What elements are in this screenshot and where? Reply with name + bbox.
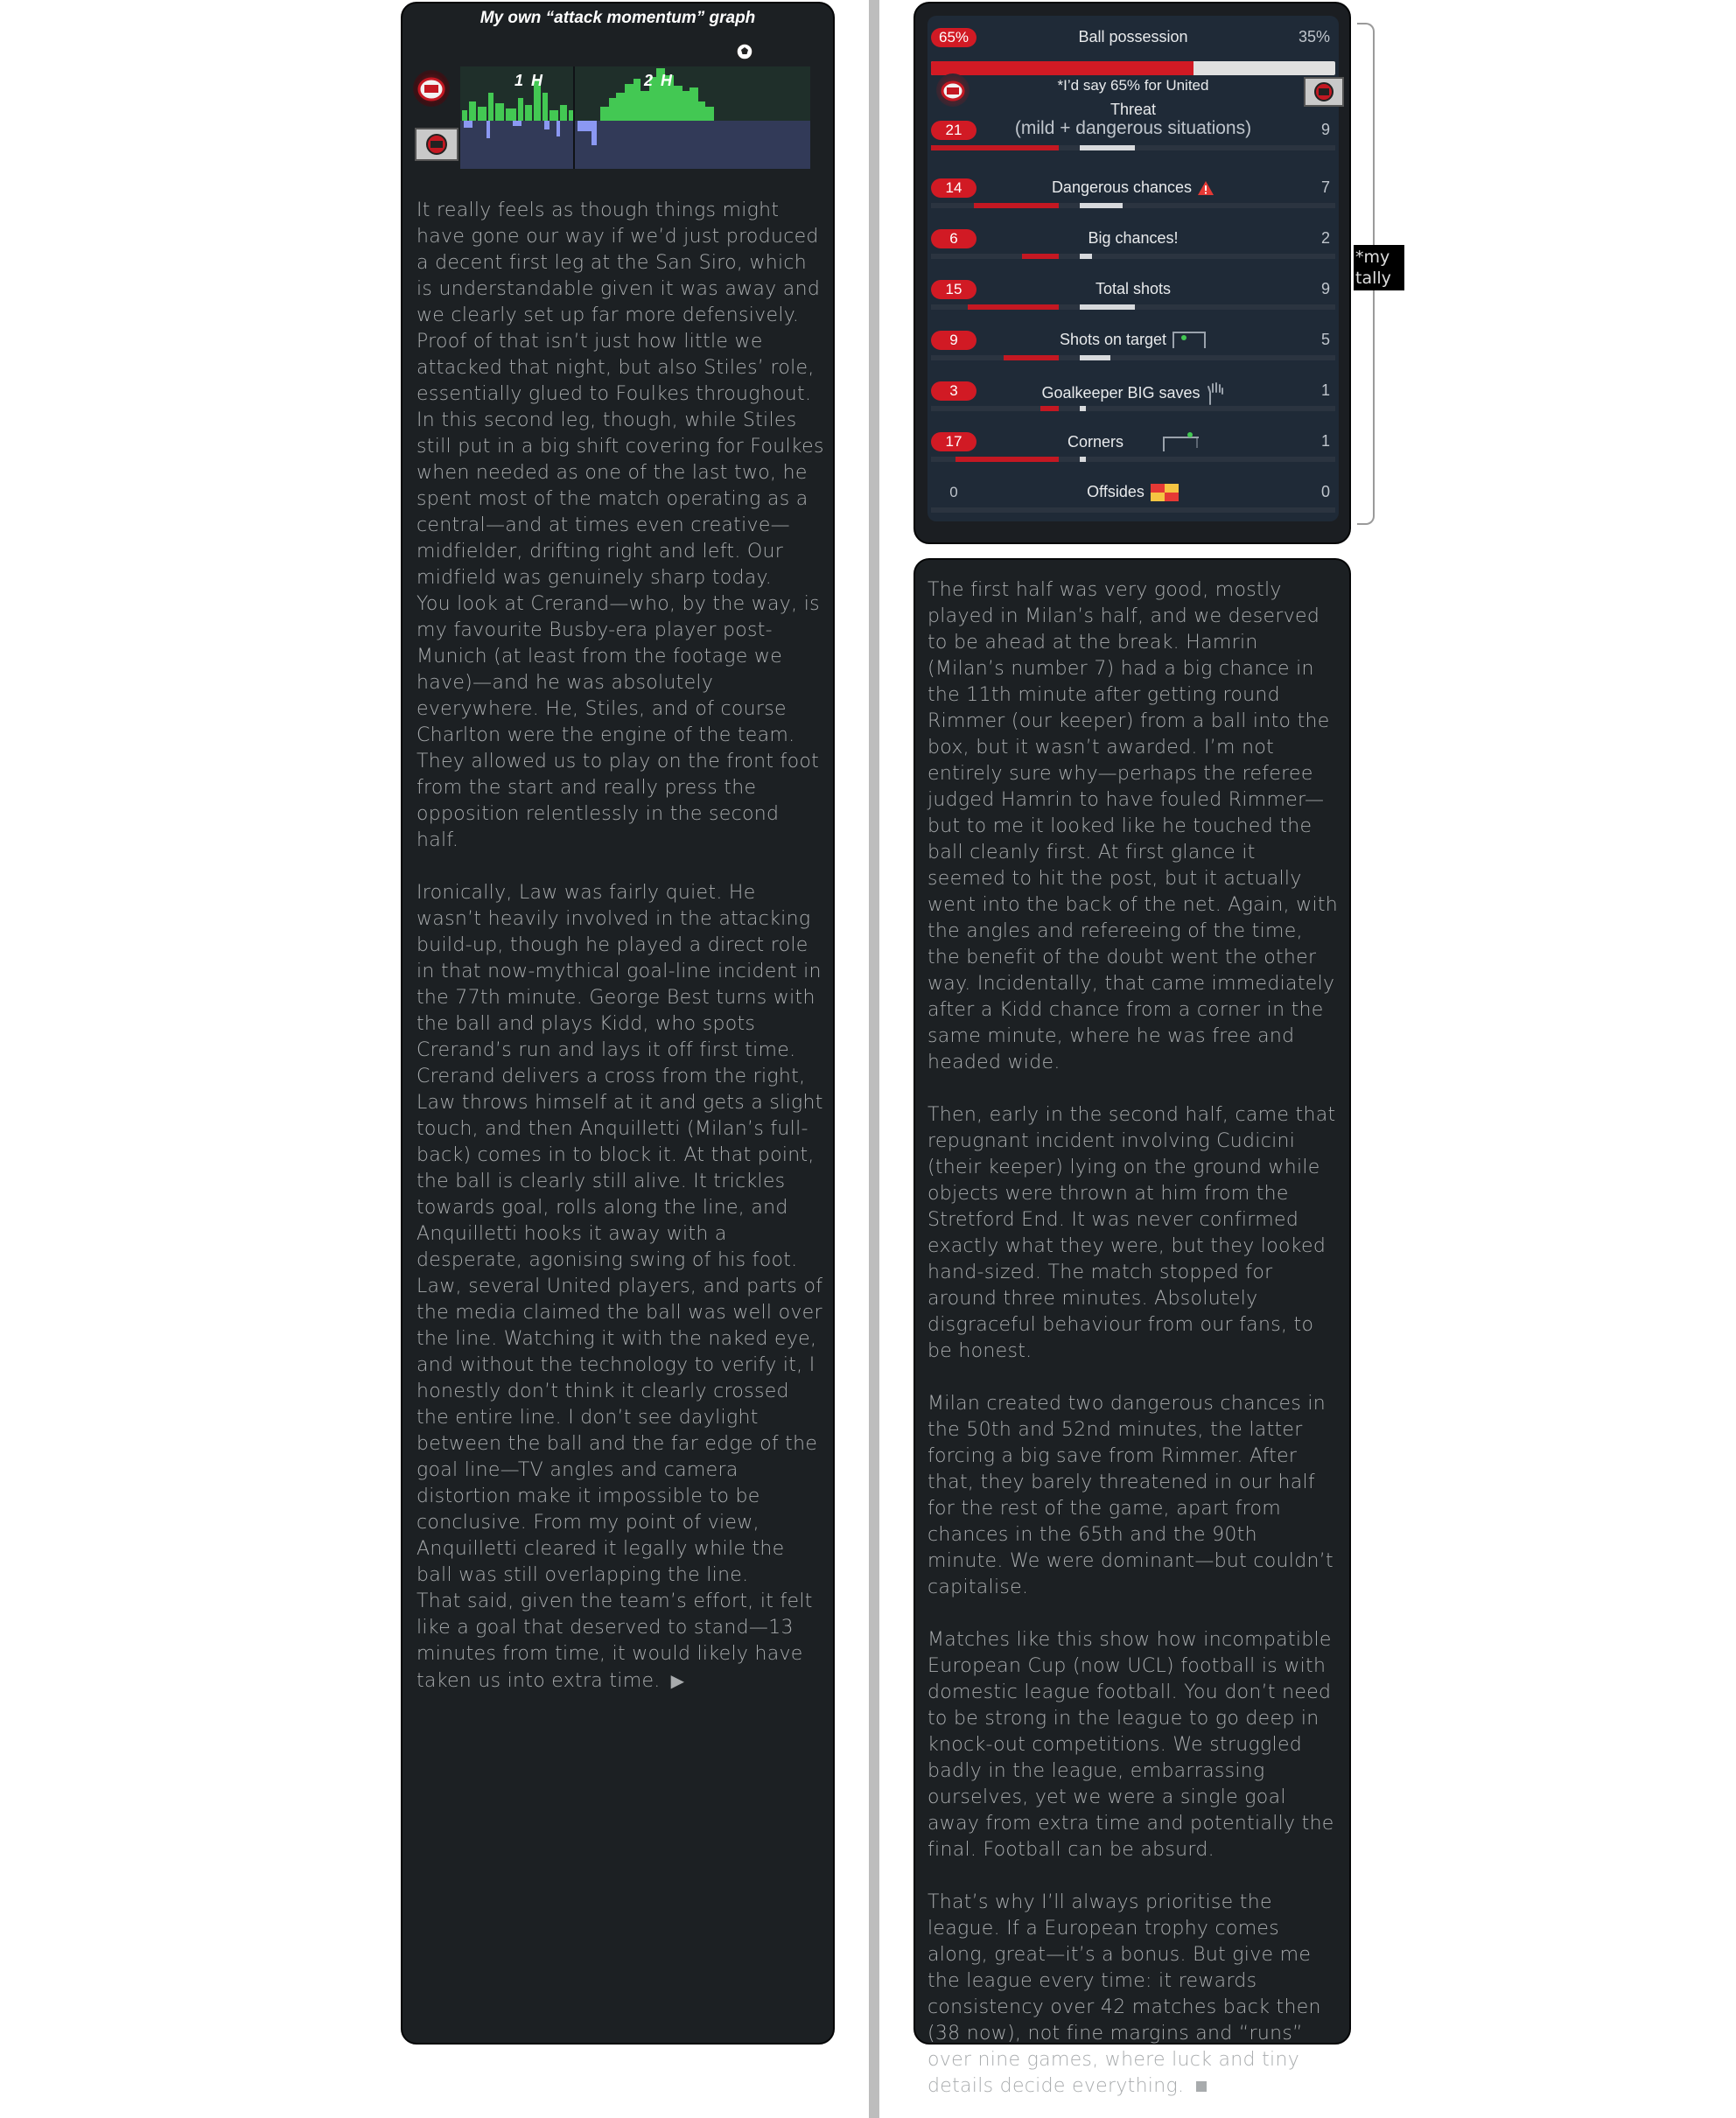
corners-bar-away xyxy=(1080,457,1086,462)
stat-corners xyxy=(928,427,1339,478)
dangerous-bar-away xyxy=(1080,203,1123,208)
dangerous-label: Dangerous chances xyxy=(980,178,1286,197)
stat-possession xyxy=(928,23,1339,110)
gk-saves-away-value: 1 xyxy=(1320,381,1330,399)
right-paragraph-1: The first half was very good, mostly played in Milan’s half, and we deserved to be ahead at the break. Hamrin (Milan’s number 7) had a big chance in the 11th minute after getting round Rimmer (our keeper) from a ball into the box, but it wasn’t awarded. I’m not entirely sure why—perhaps the referee judged Hamrin to have fouled Rimmer—but to me it looked like he touched the ball cleanly first. At first glance it seemed to hit the post, but it actually went into the back of the net. Again, with the angles and refereeing of the time, the benefit of the doubt went the other way. Incidentally, that came immediately after a Kidd chance from a corner in the same minute, where he was free and headed wide. xyxy=(928,579,1339,1073)
stats-panel xyxy=(928,16,1339,521)
threat-bar-home xyxy=(931,145,1059,150)
stat-dangerous-chances xyxy=(928,173,1339,224)
corners-away-value: 1 xyxy=(1320,432,1330,450)
stat-total-shots xyxy=(928,275,1339,325)
offsides-home-value: 0 xyxy=(949,484,958,500)
total-shots-bar-away xyxy=(1080,304,1135,310)
threat-away-value: 9 xyxy=(1320,121,1330,138)
united-crest-icon xyxy=(413,70,450,107)
column-divider xyxy=(869,0,879,2118)
left-paragraph-3: You look at Crerand—who, by the way, is my favourite Busby-era player post-Munich (at least from the footage we have)—and he was absolutely everywhere. He, Stiles, and of course Charlton were the engine of the team. They allowed us to play on the front foot from the start and really press the opposition relentlessly in the second half. xyxy=(416,593,820,851)
corners-home-value: 17 xyxy=(931,432,976,451)
shots-on-target-away-value: 5 xyxy=(1320,331,1330,348)
first-half-label: 1 H xyxy=(514,72,545,89)
warning-icon xyxy=(1197,180,1214,196)
threat-home-value: 21 xyxy=(931,121,976,140)
stat-big-chances xyxy=(928,224,1339,275)
left-article-text xyxy=(416,198,824,1695)
right-paragraph-4: Matches like this show how incompatible European Cup (now UCL) football is with domestic league football. You don’t need to be strong in the league to go deep in knock-out competitions. We struggled badly in the league, embarrassing ourselves, yet we were a single goal away from extra time and potentially the final. Football can be absurd. xyxy=(928,1629,1334,1861)
corner-flag-icon xyxy=(1129,432,1199,453)
my-tally-note: *my tally xyxy=(1354,245,1404,290)
offsides-away-value: 0 xyxy=(1320,483,1330,500)
dangerous-away-value: 7 xyxy=(1320,178,1330,196)
shots-on-target-bar-home xyxy=(1004,355,1059,360)
gk-saves-home-value: 3 xyxy=(931,381,976,401)
total-shots-home-value: 15 xyxy=(931,280,976,299)
left-paragraph-4: Ironically, Law was fairly quiet. He wasn’t heavily involved in the attacking build-up, though he played a direct role in that now-mythical goal-line incident in the 77th minute. George Best turns with the ball and plays Kidd, who spots Crerand’s run and lays it off first time. Crerand delivers a cross from the right, Law throws himself at it and gets a slight touch, and then Anquilletti (Milan’s full-back) comes in to block it. At that point, the ball is clearly still alive. It trickles towards goal, rolls along the line, and Anquilletti hooks it away with a desperate, agonising swing of his foot. xyxy=(416,882,823,1271)
left-paragraph-2: In this second leg, though, while Stiles still put in a big shift covering for Foulkes when needed as one of the last two, he spent most of the match operating as a central—and at times even creative—midfielder, drifting right and left. Our midfield was genuinely sharp today. xyxy=(416,409,824,589)
total-shots-bar-home xyxy=(968,304,1059,310)
shots-on-target-home-value: 9 xyxy=(931,331,976,350)
possession-bar-home xyxy=(931,61,1194,75)
stat-shots-on-target xyxy=(928,325,1339,376)
milan-crest-icon xyxy=(415,128,458,161)
big-chances-bar-away xyxy=(1080,254,1092,259)
dangerous-bar-home xyxy=(974,203,1059,208)
stat-threat xyxy=(928,101,1339,152)
momentum-graph xyxy=(460,66,810,169)
dangerous-home-value: 14 xyxy=(931,178,976,198)
shots-on-target-label: Shots on target xyxy=(980,331,1286,350)
threat-label: Threat (mild + dangerous situations) xyxy=(1014,101,1252,138)
left-paragraph-1: It really feels as though things might have gone our way if we’d just produced a decent first leg at the San Siro, which is understandable given it was away and we clearly set up far more defensively. Proof of that isn’t just how little we attacked that night, but also Stiles’ role, essentially glued to Foulkes throughout. xyxy=(416,199,821,405)
gk-saves-bar-home xyxy=(1040,406,1059,411)
threat-bar-away xyxy=(1080,145,1135,150)
second-half-label: 2 H xyxy=(644,72,675,89)
corners-bar-home xyxy=(956,457,1059,462)
shots-on-target-bar-away xyxy=(1080,355,1110,360)
big-chances-bar-home xyxy=(1022,254,1059,259)
stat-offsides xyxy=(928,478,1339,528)
total-shots-label: Total shots xyxy=(1095,280,1172,297)
right-article-card xyxy=(914,558,1351,2097)
possession-away-value: 35% xyxy=(1298,28,1330,45)
stop-icon[interactable] xyxy=(1196,2081,1207,2092)
momentum-title: My own “attack momentum” graph xyxy=(480,9,756,27)
possession-label: Ball possession xyxy=(1078,28,1188,45)
offsides-label: Offsides xyxy=(980,483,1286,502)
big-chances-label: Big chances! xyxy=(1088,229,1179,247)
left-article-card xyxy=(401,2,835,2045)
gk-saves-bar-away xyxy=(1080,406,1086,411)
right-paragraph-2: Then, early in the second half, came that repugnant incident involving Cudicini (their keeper) lying on the ground while objects were thrown at him from the Stretford End. It was never confirmed exactly what they were, but they looked hand-sized. The match stopped for around three minutes. Absolutely disgraceful behaviour from our fans, to be honest. xyxy=(928,1104,1336,1362)
right-article-text xyxy=(928,577,1339,2100)
half-time-separator xyxy=(573,66,575,169)
soccer-ball-icon xyxy=(735,42,754,61)
gk-saves-label: Goalkeeper BIG saves xyxy=(980,381,1286,406)
match-stats-card xyxy=(914,2,1351,544)
total-shots-away-value: 9 xyxy=(1320,280,1330,297)
possession-note: *I’d say 65% for United xyxy=(1057,77,1209,94)
big-chances-home-value: 6 xyxy=(931,229,976,248)
big-chances-away-value: 2 xyxy=(1320,229,1330,247)
left-paragraph-5: Law, several United players, and parts of the media claimed the ball was well over the line. Watching it with the naked eye, and without the technology to verify it, I honestly don’t think it clearly crossed the entire line. I don’t see daylight between the ball and the far edge of the goal line—TV angles and camera distortion make it impossible to be conclusive. From my point of view, Anquilletti cleared it legally while the ball was still overlapping the line. xyxy=(416,1276,823,1586)
offside-flag-icon xyxy=(1150,483,1180,502)
stat-goalkeeper-saves xyxy=(928,376,1339,427)
goalkeeper-glove-icon xyxy=(1206,381,1225,406)
right-paragraph-5: That’s why I’ll always prioritise the league. If a European trophy comes along, great—it’s a bonus. But give me the league every time: it rewards consistency over 42 matches back then (38 now), not fine margins and “runs” over nine games, where luck and tiny details decide everything. xyxy=(928,1891,1321,2097)
corners-label: Corners xyxy=(980,432,1286,453)
left-paragraph-6: That said, given the team’s effort, it felt like a goal that deserved to stand—13 minutes from time, it would likely have taken us into extra time. ▶ xyxy=(416,1590,813,1692)
right-paragraph-3: Milan created two dangerous chances in the 50th and 52nd minutes, the latter forcing a big save from Rimmer. After that, they barely threatened in our half for the rest of the game, apart from chances in the 65th and the 90th minute. We were dominant—but couldn’t capitalise. xyxy=(928,1393,1334,1598)
goal-frame-icon xyxy=(1172,331,1207,350)
play-icon[interactable]: ▶ xyxy=(670,1670,685,1691)
possession-home-value: 65% xyxy=(931,28,976,47)
